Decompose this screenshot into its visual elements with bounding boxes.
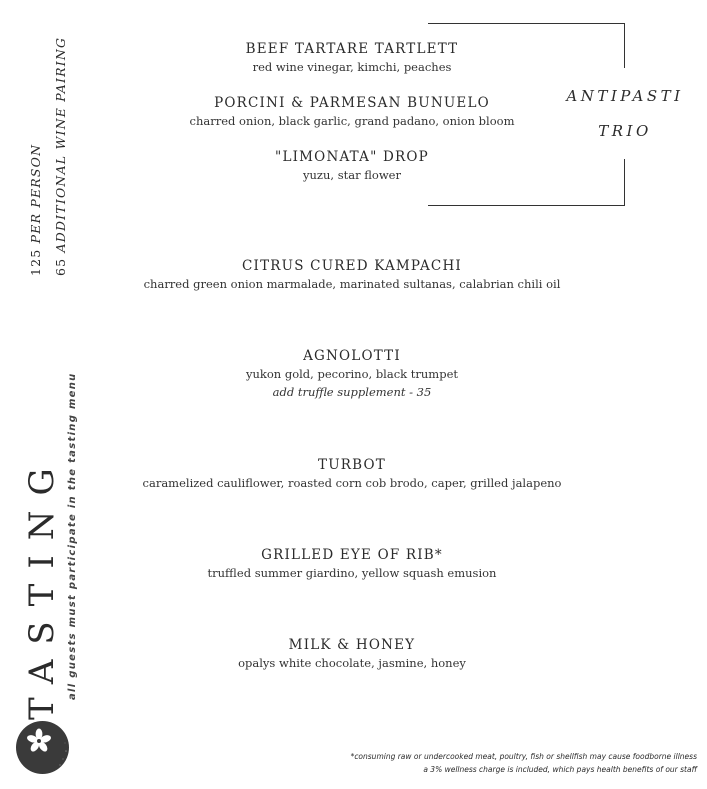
course-eye-of-rib: [100, 546, 604, 582]
course-description: yukon gold, pecorino, black trumpet: [245, 367, 459, 381]
guests-participation-note: all guests must participate in the tasting menu: [67, 372, 78, 700]
course-description: yuzu, star flower: [303, 168, 401, 182]
wine-price-label: ADDITIONAL WINE PAIRING: [53, 36, 68, 253]
course-description: opalys white chocolate, jasmine, honey: [238, 656, 466, 670]
course-turbot: [100, 456, 604, 492]
course-name: CITRUS CURED KAMPACHI: [242, 258, 462, 274]
raw-food-warning: *consuming raw or undercooked meat, poultry, fish or shellfish may cause foodborne illness: [350, 752, 697, 761]
course-name: MILK & HONEY: [288, 637, 416, 653]
course-milk-honey: [100, 636, 604, 672]
wine-pairing-price: [53, 37, 68, 276]
wellness-charge-note: a 3% wellness charge is included, which pays health benefits of our staff: [423, 765, 697, 774]
bracket-top-line: [428, 23, 625, 24]
antipasti-label: ANTIPASTI: [566, 87, 684, 105]
restaurant-logo: [16, 721, 69, 774]
trio-label: TRIO: [598, 122, 652, 140]
course-supplement-note: add truffle supplement - 35: [272, 385, 432, 399]
course-porcini-bunuelo: [100, 94, 604, 130]
course-description: caramelized cauliflower, roasted corn cob brodo, caper, grilled jalapeno: [142, 476, 562, 490]
price-value: 125: [28, 248, 43, 276]
course-description: red wine vinegar, kimchi, peaches: [252, 60, 452, 74]
course-name: BEEF TARTARE TARTLETT: [245, 41, 459, 57]
course-description: charred green onion marmalade, marinated sultanas, calabrian chili oil: [143, 277, 561, 291]
bracket-top-vertical: [624, 23, 625, 68]
course-name: TURBOT: [318, 457, 386, 473]
price-per-person: [28, 144, 43, 276]
course-beef-tartare: [100, 40, 604, 76]
course-agnolotti: [100, 347, 604, 401]
course-name: PORCINI & PARMESAN BUNUELO: [214, 95, 490, 111]
course-description: charred onion, black garlic, grand padano, onion bloom: [189, 114, 515, 128]
course-description: truffled summer giardino, yellow squash emusion: [207, 566, 497, 580]
course-kampachi: [100, 257, 604, 293]
course-name: AGNOLOTTI: [303, 348, 401, 364]
price-label: PER PERSON: [28, 143, 43, 244]
bracket-bottom-line: [428, 205, 625, 206]
bracket-bottom-vertical: [624, 159, 625, 206]
star-flower-icon: [16, 721, 69, 774]
course-name: "LIMONATA" DROP: [275, 149, 429, 165]
course-name: GRILLED EYE OF RIB*: [261, 547, 443, 563]
course-limonata-drop: [100, 148, 604, 184]
wine-price-value: 65: [53, 257, 68, 276]
tasting-title: TASTING: [22, 453, 62, 720]
